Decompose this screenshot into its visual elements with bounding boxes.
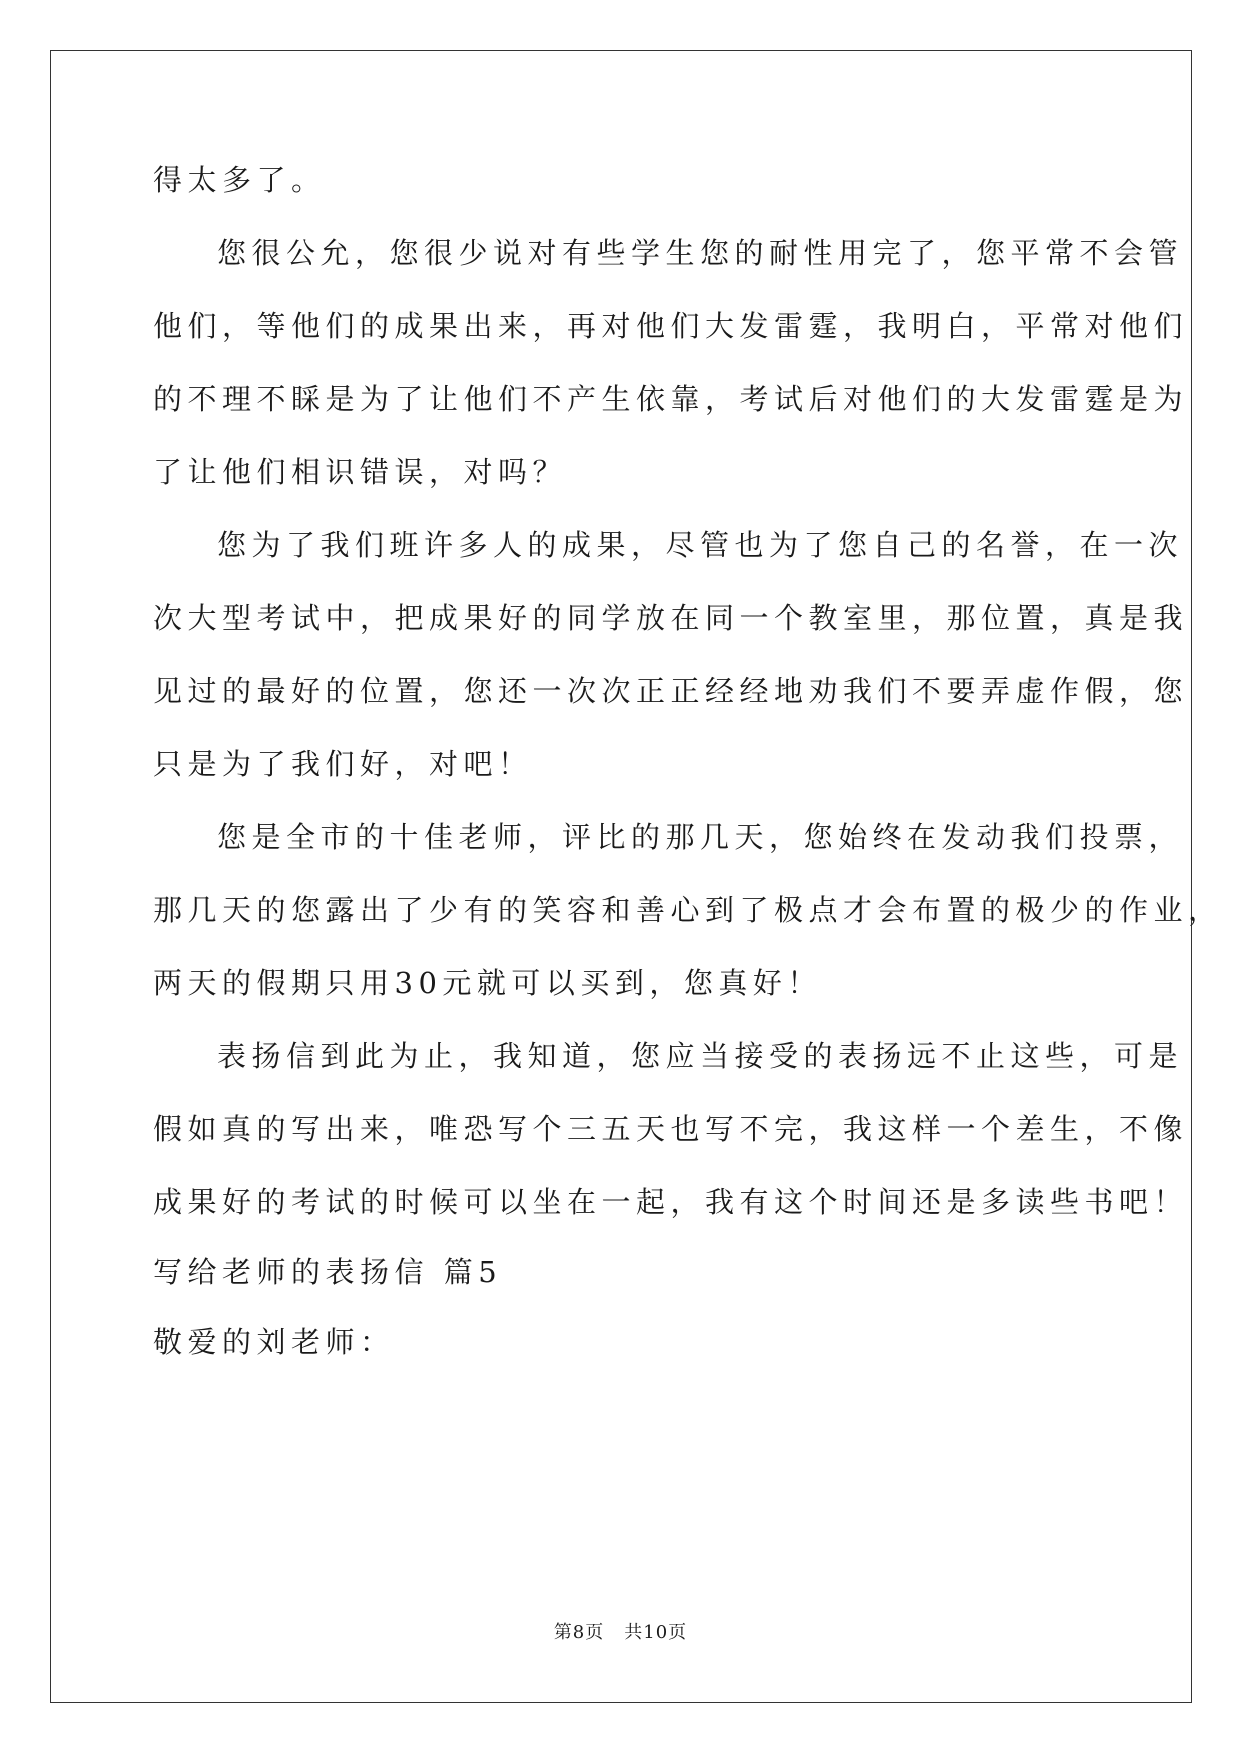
page-border	[50, 50, 1192, 1703]
text-line: 假如真的写出来，唯恐写个三五天也写不完，我这样一个差生，不像	[153, 1112, 1189, 1146]
text-line: 得太多了。	[153, 163, 326, 197]
text-line: 那几天的您露出了少有的笑容和善心到了极点才会布置的极少的作业，	[153, 893, 1223, 927]
section-heading: 写给老师的表扬信 篇5	[153, 1255, 503, 1289]
paragraph-start: 表扬信到此为止，我知道，您应当接受的表扬远不止这些，可是	[217, 1039, 1184, 1073]
text-line: 次大型考试中，把成果好的同学放在同一个教室里，那位置，真是我	[153, 601, 1189, 635]
text-line: 成果好的考试的时候可以坐在一起，我有这个时间还是多读些书吧！	[153, 1185, 1189, 1219]
paragraph-start: 您为了我们班许多人的成果，尽管也为了您自己的名誉，在一次	[217, 528, 1184, 562]
paragraph-start: 您很公允，您很少说对有些学生您的耐性用完了，您平常不会管	[217, 236, 1184, 270]
page-total: 共10页	[624, 1622, 688, 1643]
page-number: 第8页	[553, 1622, 605, 1643]
page-footer	[0, 1618, 1241, 1644]
text-line: 他们，等他们的成果出来，再对他们大发雷霆，我明白，平常对他们	[153, 309, 1189, 343]
text-line: 只是为了我们好，对吧！	[153, 747, 533, 781]
text-line: 两天的假期只用30元就可以买到，您真好！	[153, 966, 822, 1000]
paragraph-start: 您是全市的十佳老师，评比的那几天，您始终在发动我们投票，	[217, 820, 1184, 854]
text-line: 见过的最好的位置，您还一次次正正经经地劝我们不要弄虚作假，您	[153, 674, 1189, 708]
text-line: 的不理不睬是为了让他们不产生依靠，考试后对他们的大发雷霆是为	[153, 382, 1189, 416]
text-line: 了让他们相识错误，对吗？	[153, 455, 568, 489]
salutation: 敬爱的刘老师：	[153, 1325, 395, 1359]
